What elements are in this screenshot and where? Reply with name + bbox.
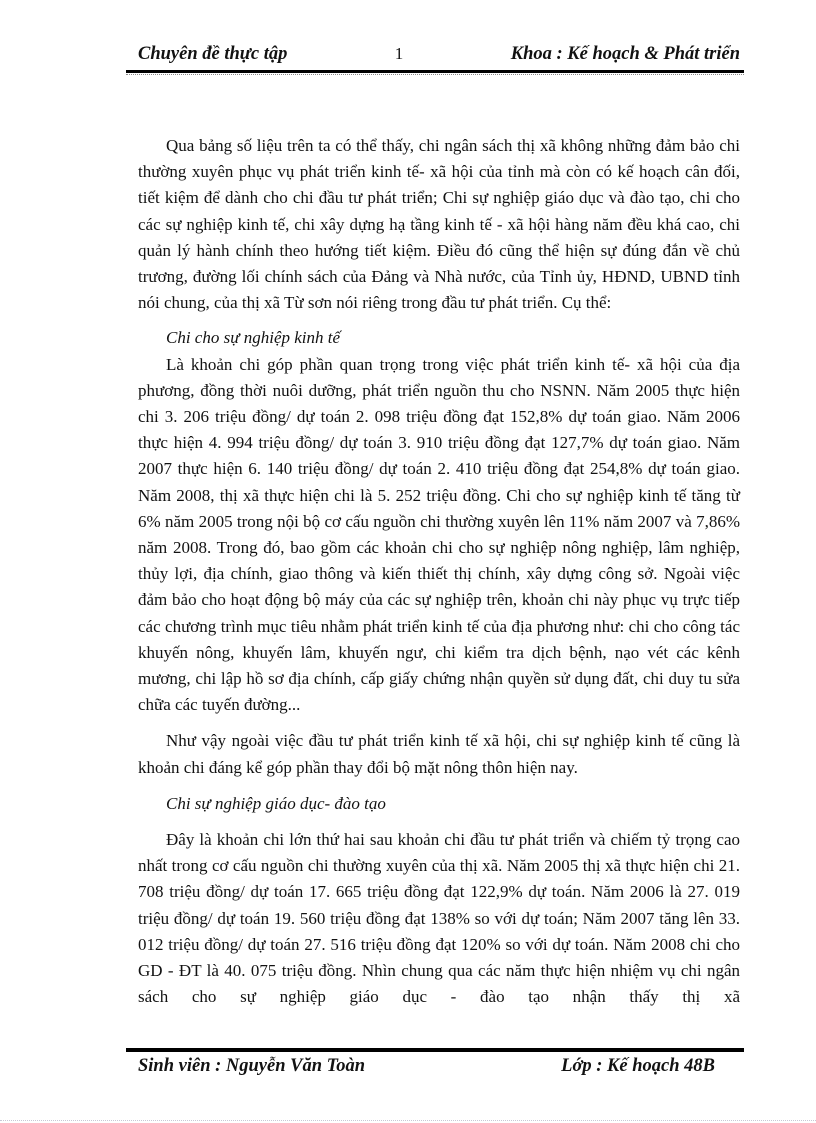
paragraph-budget-overview: Qua bảng số liệu trên ta có thể thấy, chi ngân sách thị xã không những đảm bảo chi thường xuyên phục vụ phát triển kinh tế- xã hội của tỉnh mà còn có kế hoạch cân đối, tiết kiệm để dành cho chi đầu tư phát triển; Chi sự nghiệp giáo dục và đào tạo, chi cho các sự nghiệp kinh tế, chi xây dựng hạ tầng kinh tế - xã hội hàng năm đều khá cao, chi quản lý hành chính theo hướng tiết kiệm. Điều đó cũng thể hiện sự đúng đắn về chủ trương, đường lối chính sách của Đảng và Nhà nước, của Tỉnh ủy, HĐND, UBND tỉnh nói chung, của thị xã Từ sơn nói riêng trong đầu tư phát triển. Cụ thể: [138,136,740,313]
page-bottom-edge [0,1120,816,1121]
header-course-title: Chuyên đề thực tập [138,44,288,64]
heading-education-training-spending: Chi sự nghiệp giáo dục- đào tạo [166,793,386,813]
page-footer [138,1056,740,1077]
heading-economic-career-spending: Chi cho sự nghiệp kinh tế [166,328,341,348]
page-header [138,44,740,65]
header-faculty: Khoa : Kế hoạch & Phát triển [510,44,740,64]
header-rule-thick-line [126,70,744,73]
header-page-number: 1 [394,44,404,63]
paragraph-education-training-spending: Đây là khoản chi lớn thứ hai sau khoản chi đầu tư phát triển và chiếm tỷ trọng cao nhất trong cơ cấu nguồn chi thường xuyên của thị xã. Năm 2005 thị xã thực hiện chi 21. 708 triệu đồng/ dự toán 17. 665 triệu đồng đạt 122,9% dự toán. Năm 2006 là 27. 019 triệu đồng/ dự toán 19. 560 triệu đồng đạt 138% so với dự toán; Năm 2007 tăng lên 33. 012 triệu đồng/ dự toán 27. 516 triệu đồng đạt 120% so với dự toán. Năm 2008 chi cho GD - ĐT là 40. 075 triệu đồng. Nhìn chung qua các năm thực hiện nhiệm vụ chi ngân sách cho sự nghiệp giáo dục - đào tạo nhận thấy thị xã [138,830,740,1007]
header-rule-thin-line [126,74,744,75]
footer-rule [126,1048,744,1052]
footer-class-name: Lớp : Kế hoạch 48B [561,1056,715,1076]
paragraph-economic-career-spending: Là khoản chi góp phần quan trọng trong việc phát triển kinh tế- xã hội của địa phương, đồng thời nuôi dưỡng, phát triển nguồn thu cho NSNN. Năm 2005 thực hiện chi 3. 206 triệu đồng/ dự toán 2. 098 triệu đồng đạt 152,8% dự toán giao. Năm 2006 thực hiện 4. 994 triệu đồng/ dự toán 3. 910 triệu đồng đạt 127,7% dự toán giao. Năm 2007 thực hiện 6. 140 triệu đồng/ dự toán 2. 410 triệu đồng đạt 254,8% dự toán giao. Năm 2008, thị xã thực hiện chi là 5. 252 triệu đồng. Chi cho sự nghiệp kinh tế tăng từ 6% năm 2005 trong nội bộ cơ cấu nguồn chi thường xuyên lên 11% năm 2007 và 7,86% năm 2008. Trong đó, bao gồm các khoản chi cho sự nghiệp nông nghiệp, lâm nghiệp, thủy lợi, địa chính, giao thông và kiến thiết thị chính, xây dựng công sở. Ngoài việc đảm bảo cho hoạt động bộ máy của các sự nghiệp trên, khoản chi này phục vụ trực tiếp các chương trình mục tiêu nhằm phát triển kinh tế của địa phương như: chi cho công tác khuyến nông, khuyến lâm, khuyến ngư, chi kiểm tra dịch bệnh, nạo vét các kênh mương, chi lập hồ sơ địa chính, cấp giấy chứng nhận quyền sử dụng đất, chi duy tu sửa chữa các tuyến đường... [138,354,740,715]
paragraph-conclusion-economic: Như vậy ngoài việc đầu tư phát triển kinh tế xã hội, chi sự nghiệp kinh tế cũng là khoản chi đáng kể góp phần thay đổi bộ mặt nông thôn hiện nay. [138,731,740,777]
document-body [138,133,740,1011]
header-rule [126,70,744,75]
footer-student-name: Sinh viên : Nguyễn Văn Toàn [138,1056,366,1076]
